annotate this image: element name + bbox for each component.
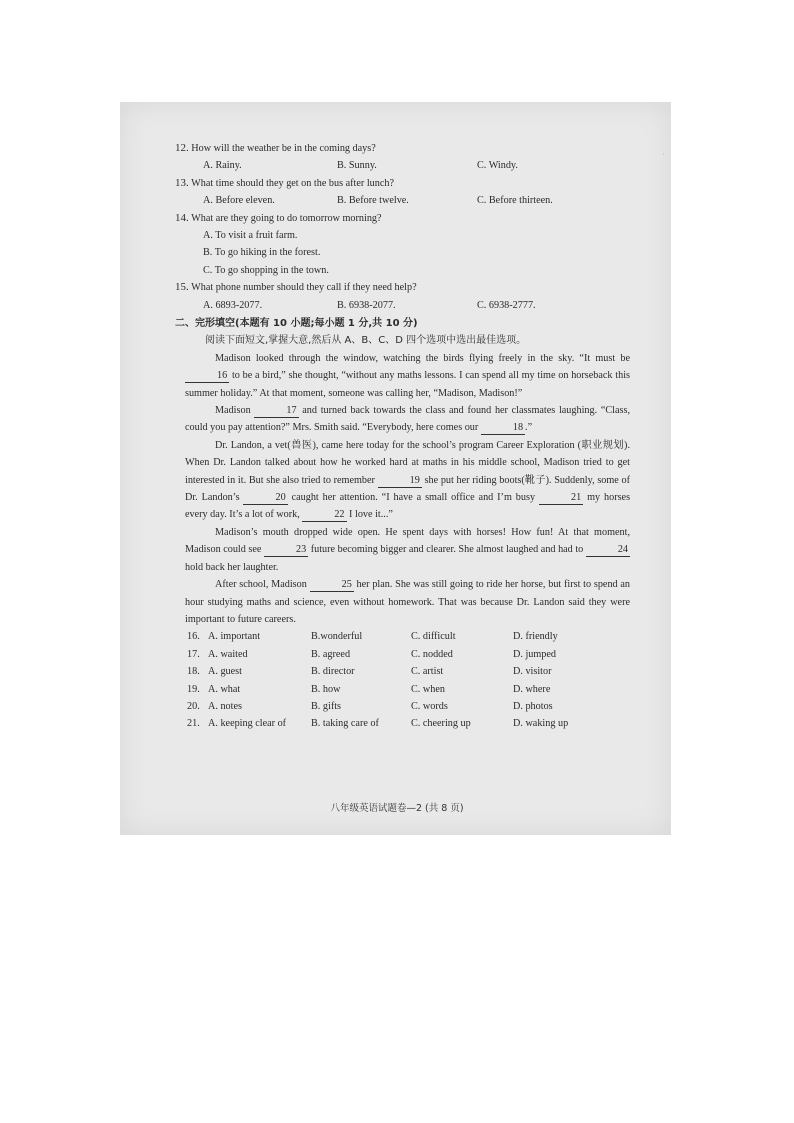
- answer-options: [175, 628, 630, 732]
- options-15: [175, 297, 630, 314]
- passage-paragraph-4: Madison’s mouth dropped wide open. He spent days with horses! How fun! At that moment, Madison could see 23 future becoming bigger and clearer. She almost laughed and had to 24 hold back her laughter.: [185, 526, 630, 573]
- answer-row-20: 20. A. notes B. gifts C. words D. photos: [187, 700, 553, 712]
- option-c: C. Before thirteen.: [477, 195, 553, 207]
- option-b: B. 6938-2077.: [337, 299, 396, 311]
- option-a: A. Rainy.: [203, 160, 242, 172]
- blank-22: 22: [302, 508, 346, 522]
- passage-paragraph-5: After school, Madison 25 her plan. She was still going to ride her horse, but first to spend an hour studying maths and science, even without homework. That was because Dr. Landon said they were important to future careers.: [185, 579, 631, 625]
- option-b: B. Before twelve.: [337, 195, 409, 207]
- answer-row-16: 16. A. important B.wonderful C. difficult D. friendly: [187, 631, 558, 643]
- answer-row-19: 19. A. what B. how C. when D. where: [187, 683, 551, 695]
- passage-paragraph-1: Madison looked through the window, watching the birds flying freely in the sky. “It must be 16 to be a bird,” she thought, “without any maths lessons. I can spend all my time on horseback this summer holiday.” At that moment, someone was calling her, “Madison, Madison!”: [185, 352, 630, 399]
- question-text: How will the weather be in the coming days?: [191, 143, 376, 154]
- bleed-through-mark: ·: [662, 150, 665, 160]
- option-c: C. Windy.: [477, 160, 518, 172]
- question-13: 13. What time should they get on the bus after lunch?: [175, 176, 394, 189]
- option-b: B. Sunny.: [337, 160, 377, 172]
- option-a: A. To visit a fruit farm.: [203, 230, 298, 241]
- page-footer: 八年级英语试题卷—2 (共 8 页): [330, 803, 464, 814]
- blank-16: 16: [185, 369, 229, 383]
- option-b: B. To go hiking in the forest.: [203, 247, 321, 259]
- options-12: [175, 157, 630, 174]
- section-instruction: 阅读下面短文,掌握大意,然后从 A、B、C、D 四个选项中选出最佳选项。: [205, 335, 527, 347]
- blank-23: 23: [264, 543, 308, 557]
- option-c: C. To go shopping in the town.: [203, 264, 329, 276]
- blank-17: 17: [254, 404, 298, 418]
- question-text: What phone number should they call if they need help?: [191, 282, 417, 294]
- blank-18: 18: [481, 421, 525, 435]
- question-text: What are they going to do tomorrow morning?: [191, 212, 382, 224]
- option-a: A. Before eleven.: [203, 195, 275, 207]
- option-c: C. 6938-2777.: [477, 299, 536, 311]
- question-14: 14. What are they going to do tomorrow morning?: [175, 211, 382, 224]
- blank-25: 25: [310, 578, 354, 592]
- exam-page: [175, 140, 630, 733]
- answer-row-21: 21. A. keeping clear of B. taking care of C. cheering up D. waking up: [187, 718, 569, 730]
- question-12: 12. How will the weather be in the coming days?: [175, 142, 376, 154]
- answer-row-18: 18. A. guest B. director C. artist D. visitor: [187, 666, 552, 678]
- question-text: What time should they get on the bus after lunch?: [191, 177, 394, 189]
- question-15: 15. What phone number should they call if they need help?: [175, 281, 417, 294]
- blank-24: 24: [586, 543, 630, 557]
- options-13: [175, 192, 630, 209]
- answer-row-17: 17. A. waited B. agreed C. nodded D. jumped: [187, 648, 557, 660]
- passage-paragraph-3: Dr. Landon, a vet(兽医), came here today for the school’s program Career Exploration (职业规划). When Dr. Landon talked about how he worked hard at maths in his middle school, Madison tried to get interested in it. But she also tried to remember 19 she put her riding boots(靴子). Suddenly, some of Dr. Landon’s 20 caught her attention. “I have a small office and I’m busy 21 my horses every day. It’s a lot of work, 22 I love it...”: [185, 439, 631, 521]
- passage-paragraph-2: Madison 17 and turned back towards the class and found her classmates laughing. “Class, could you pay attention?” Mrs. Smith said. “Everybody, here comes our 18 .”: [185, 405, 630, 434]
- blank-21: 21: [539, 491, 583, 505]
- blank-19: 19: [378, 474, 422, 488]
- section-title: 二、完形填空(本题有 10 小题;每小题 1 分,共 10 分): [175, 318, 418, 330]
- blank-20: 20: [243, 491, 287, 505]
- option-a: A. 6893-2077.: [203, 299, 263, 311]
